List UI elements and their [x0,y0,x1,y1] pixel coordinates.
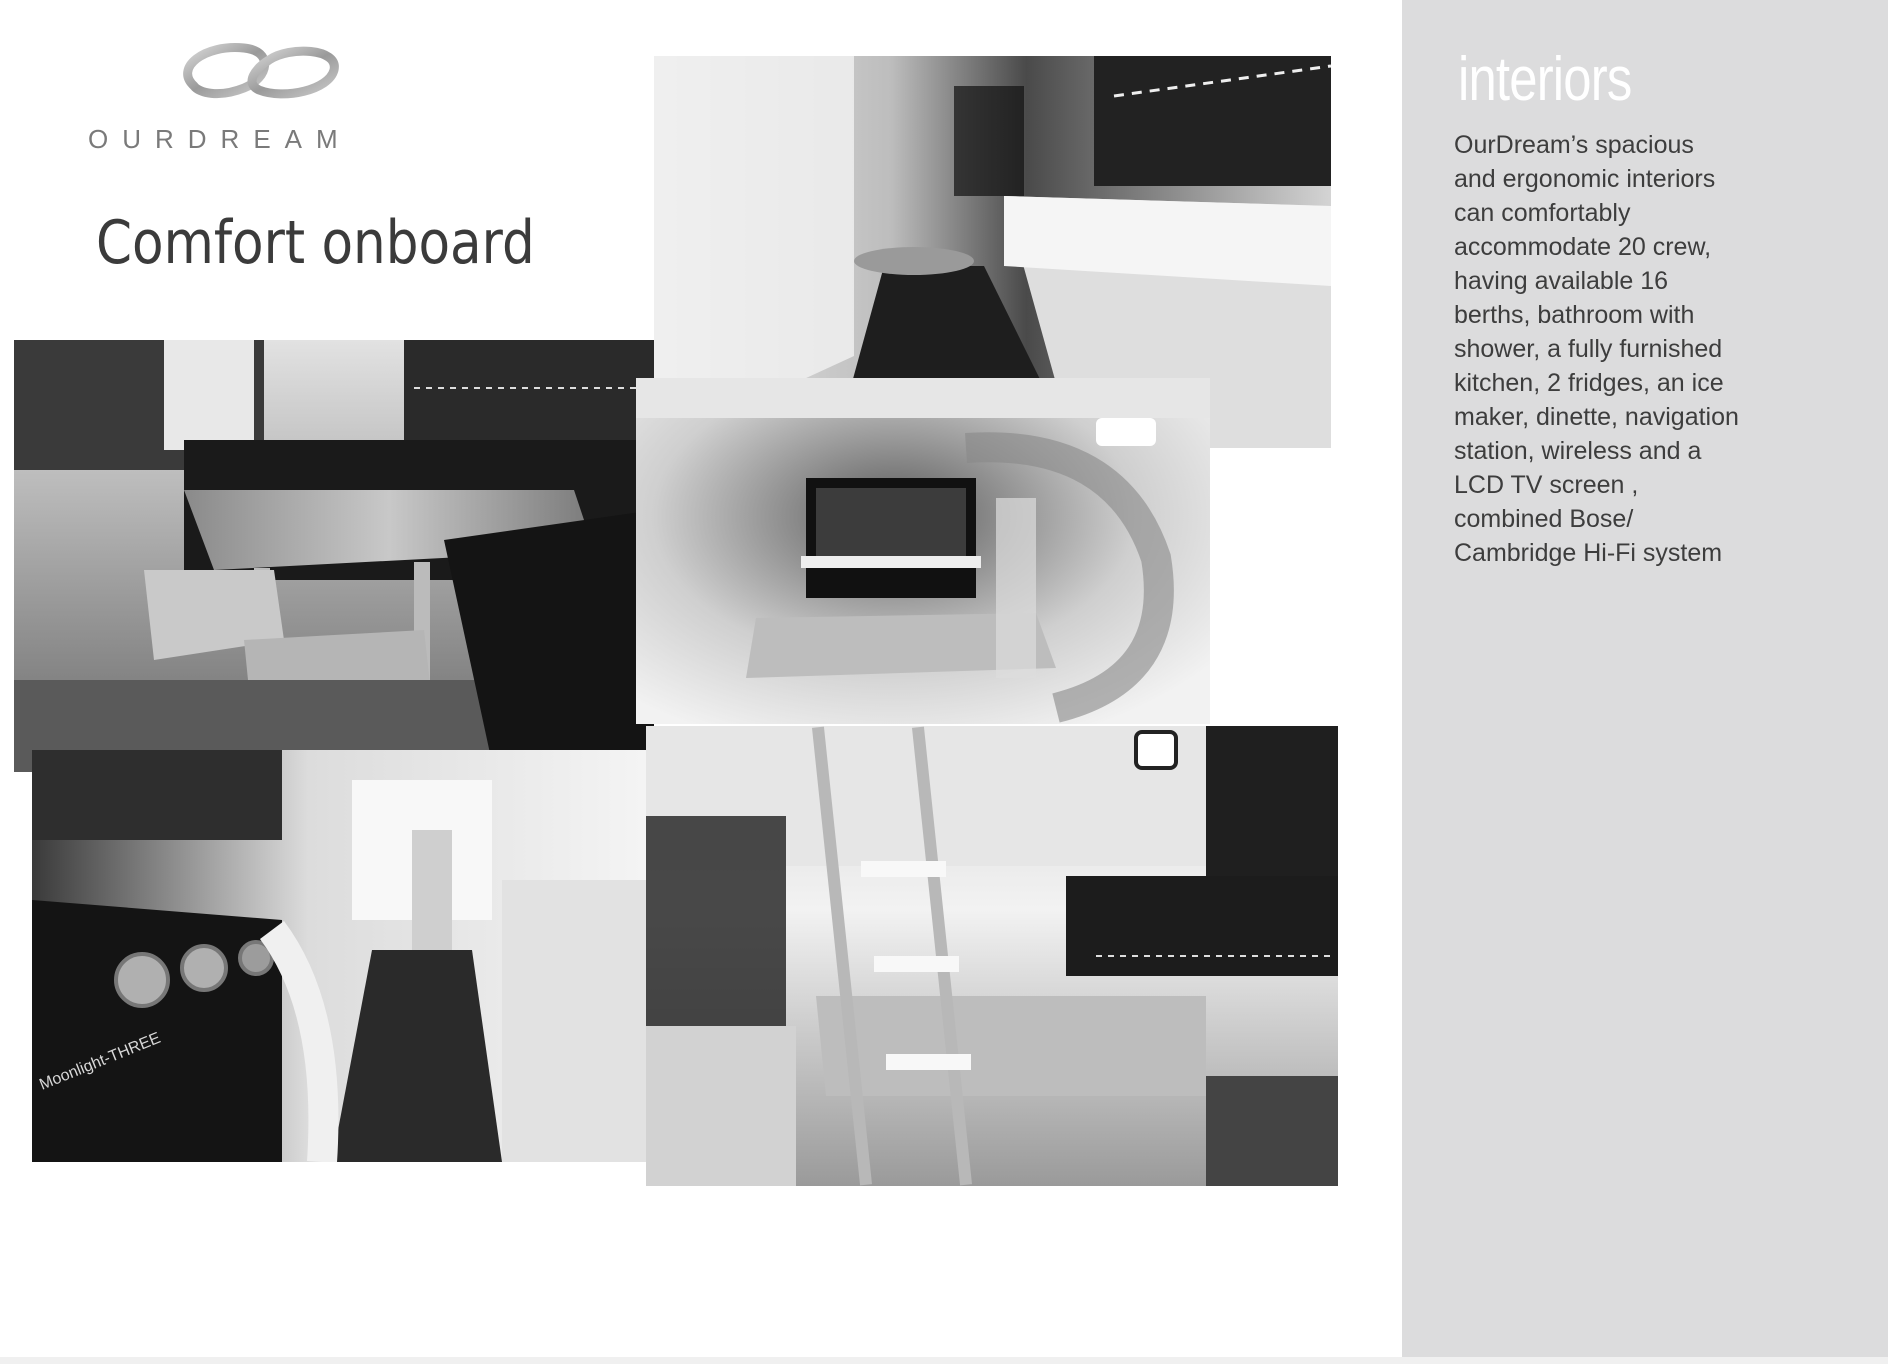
description-line: kitchen, 2 fridges, an ice [1454,369,1724,397]
sidebar-description [1454,128,1774,570]
description-line: berths, bathroom with [1454,301,1695,329]
page-title: Comfort onboard [96,208,535,278]
interiors-sidebar [1402,0,1888,1357]
page-bottom-border [0,1357,1888,1364]
description-line: and ergonomic interiors [1454,165,1716,193]
logo-swirl-icon [174,38,344,108]
photo-kitchen [32,750,646,1162]
description-line: accommodate 20 crew, [1454,233,1712,261]
description-line: station, wireless and a [1454,437,1702,465]
photo-dinette [14,340,654,772]
description-line: shower, a fully furnished [1454,335,1723,363]
logo-wordmark: OURDREAM [88,124,352,154]
stove-brand-label: Moonlight-THREE [37,1029,164,1094]
photo-navigation-station [636,378,1210,724]
description-line: Cambridge Hi-Fi system [1454,539,1723,567]
photo-ladder-berths [646,726,1338,1186]
sidebar-heading: interiors [1458,45,1632,114]
description-line: maker, dinette, navigation [1454,403,1739,431]
description-line: can comfortably [1454,199,1631,227]
description-line: OurDream’s spacious [1454,131,1694,159]
ourdream-logo [88,38,428,158]
description-line: having available 16 [1454,267,1669,295]
description-line: LCD TV screen , [1454,471,1639,499]
description-line: combined Bose/ [1454,505,1634,533]
